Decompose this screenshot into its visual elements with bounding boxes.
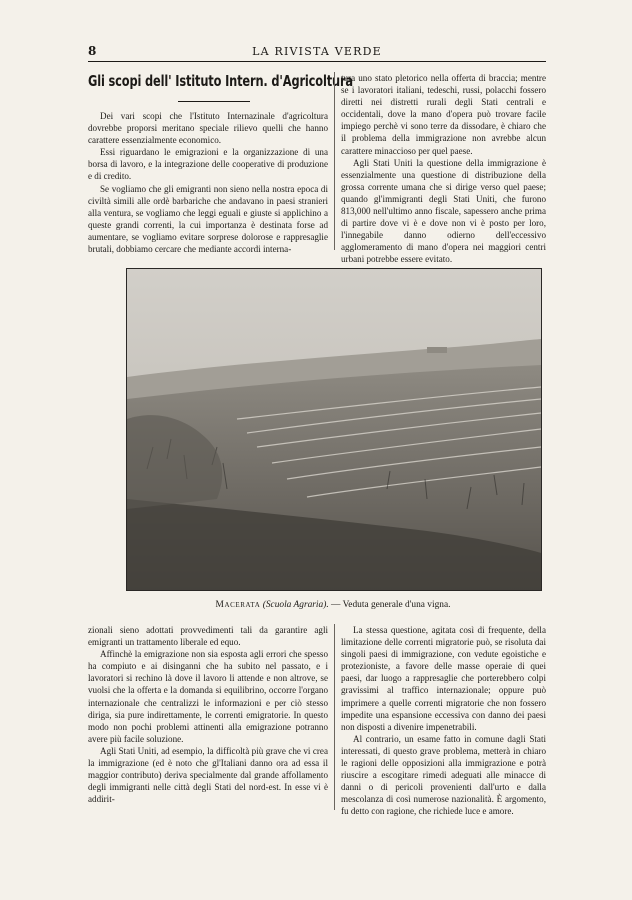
figure-caption xyxy=(126,600,540,610)
running-header xyxy=(88,44,546,58)
vineyard-photo xyxy=(126,268,542,591)
header-rule xyxy=(88,61,546,62)
paragraph: Agli Stati Uniti la questione della immigrazione è essenzialmente una questione di distribuzione della grossa corrente umana che si dirige verso quel paese; quando gl'immigranti degli Stati Uniti, che furono 813,000 nell'ultimo anno fiscale, sapessero anche prima di partire dove vi è e dove non vi è posto per loro, l'innegabile danno odierno dell'eccessivo agglomeramento di mano d'opera nei maggiori centri urbani potrebbe essere evitato. xyxy=(341,157,546,265)
column-divider xyxy=(334,624,335,810)
caption-place: Macerata xyxy=(215,600,261,610)
left-column-top xyxy=(88,110,328,255)
paragraph: Agli Stati Uniti, ad esempio, la difficoltà più grave che vi crea la immigrazione (ed è noto che gl'Italiani danno ora ad essa il maggior contributo) deriva specialmente dal grande affollamento degli immigranti nelle città degli Stati del nord-est. In esse vi è addirit- xyxy=(88,745,328,805)
caption-text: — Veduta generale d'una vigna. xyxy=(328,600,451,610)
paragraph: zionali sieno adottati provvedimenti tali da garantire agli emigranti un trattamento liberale ed equo. xyxy=(88,625,328,648)
paragraph: Essi riguardano le emigrazioni e la organizzazione di una borsa di lavoro, e la integrazione delle cooperative di produzione e di credito. xyxy=(88,147,328,182)
column-divider xyxy=(334,72,335,250)
journal-title: LA RIVISTA VERDE xyxy=(252,45,382,58)
paragraph: tura uno stato pletorico nella offerta di braccia; mentre se i lavoratori italiani, tedeschi, russi, polacchi fossero diretti nei distretti rurali degli Stati centrali e occidentali, dove la mano d'opera può trovare facile impiego perchè vi sono terre da dissodare, è chiaro che il problema della immigrazione non avrebbe alcun carattere minaccioso per quel paese. xyxy=(341,73,546,156)
right-column-bottom xyxy=(341,624,546,818)
paragraph: Dei vari scopi che l'Istituto Internazinale d'agricoltura dovrebbe proporsi meritano speciale rilievo quelli che hanno carattere essenzialmente economico. xyxy=(88,111,328,146)
paragraph: La stessa questione, agitata così di frequente, della limitazione delle correnti migratorie può, se risoluta dai singoli paesi di immigrazione, con vedute egoistiche e protezioniste, a favore delle masse operaie di quei paesi, dar luogo a rappresaglie che porterebbero colpi gravissimi al traffico internazionale; oppure può imprimere a quelle correnti migratorie che non fossero impedite una espansione eccessiva con danno dei paesi non disposti a divenire impenetrabili. xyxy=(341,625,546,732)
title-underline xyxy=(178,101,250,102)
right-column-top xyxy=(341,72,546,266)
article-title: Gli scopi dell' Istituto Intern. d'Agricoltura xyxy=(88,72,353,90)
paragraph: Se vogliamo che gli emigranti non sieno nella nostra epoca di civiltà simili alle ordè barbariche che andavano in paesi stranieri alla ventura, se vogliamo che leggi eguali e giuste si applichino a queste grandi correnti, la cui importanza è destinata forse ad aumentare, se vogliamo evitare sorprese dolorose e rappresaglie brutali, dobbiamo cercare che mediante accordi interna- xyxy=(88,183,328,255)
left-column-bottom xyxy=(88,624,328,805)
paragraph: Al contrario, un esame fatto in comune dagli Stati interessati, di questo grave problema, metterà in chiaro le ragioni delle opposizioni alla immigrazione e potrà riuscire a escogitare rimedi adeguati alle minacce di danni o di pericoli provenienti dall'urto e dalla mescolanza di così numerose nazionalità. È argomento, fu detto con ragione, che richiede luce e amore. xyxy=(341,733,546,817)
page-number: 8 xyxy=(88,44,98,58)
paragraph: Affinchè la emigrazione non sia esposta agli errori che spesso ha compiuto e ai disinganni che ha subito nel passato, e i lavoratori si rechino là dove il lavoro li attende e non altrove, se vuolsi che la offerta e la domanda si equilibrino, occorre l'organo internazionale che centralizzi le informazioni e per ciò stesso diriga, sia pure indirettamente, le correnti emigratorie. In questo modo non pochi problemi attinenti alla emigrazione potranno avere più facile soluzione. xyxy=(88,649,328,744)
caption-school: (Scuola Agraria). xyxy=(262,600,329,610)
